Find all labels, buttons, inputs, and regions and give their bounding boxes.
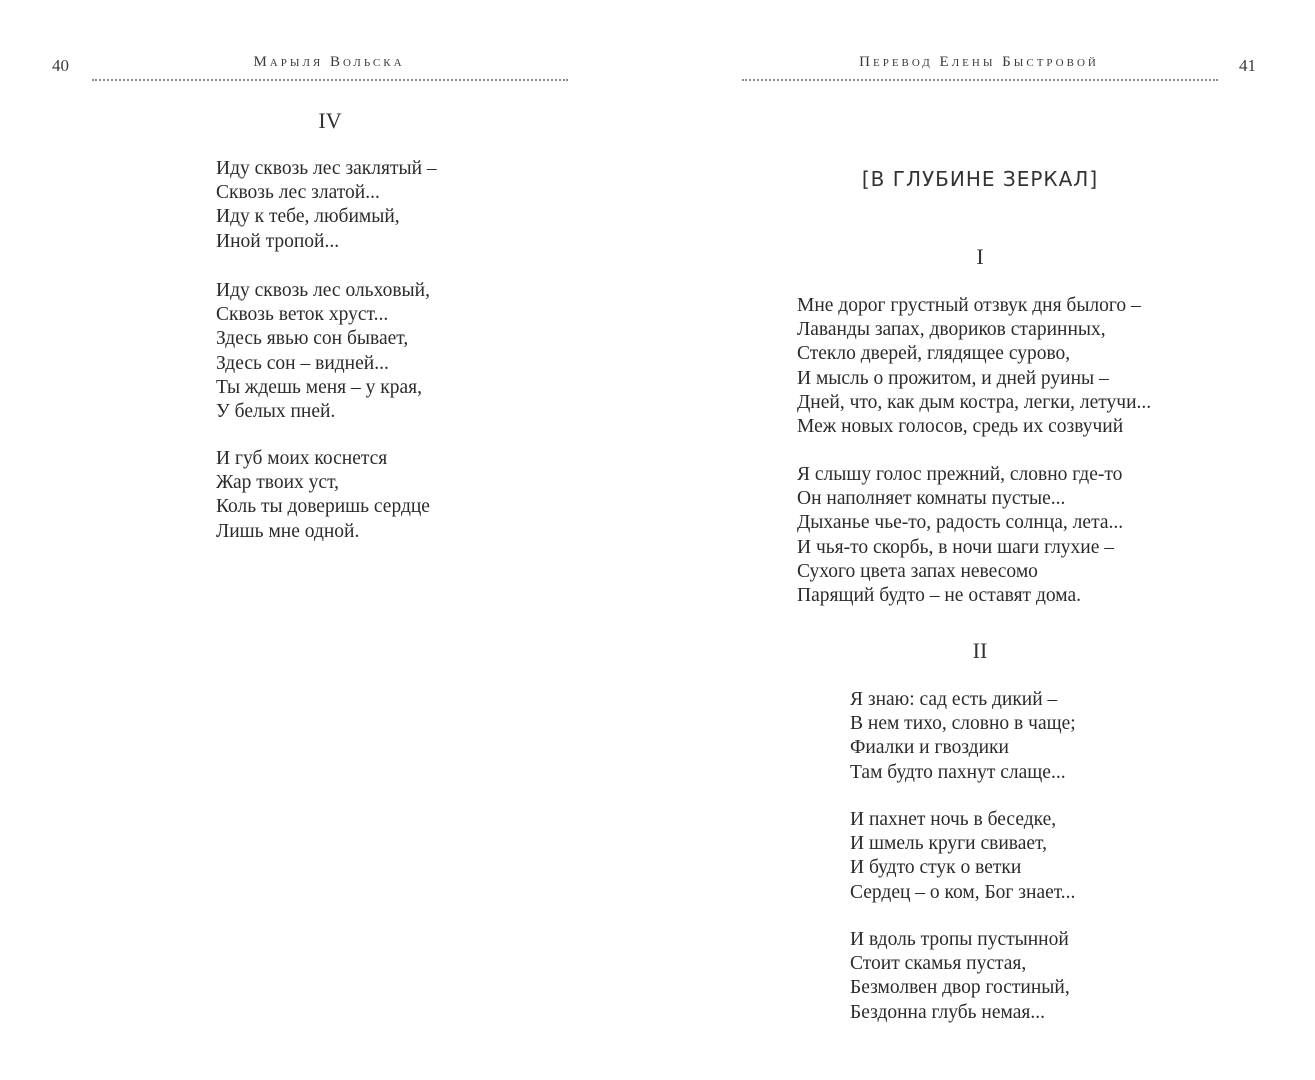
verse-line: Бездонна глубь немая... <box>850 1001 1045 1023</box>
verse-line: У белых пней. <box>216 401 336 423</box>
verse-line: И шмель круги свивает, <box>850 833 1047 855</box>
verse-line: Иду к тебе, любимый, <box>216 206 400 228</box>
verse-line: Лишь мне одной. <box>216 520 360 542</box>
stanza <box>850 928 1070 1025</box>
verse-line: Там будто пахнут слаще... <box>850 761 1066 783</box>
part-numeral: I <box>976 244 984 269</box>
verse-line: Стекло дверей, глядящее сурово, <box>797 343 1071 365</box>
stanza <box>850 688 1076 785</box>
verse-line: В нем тихо, словно в чаще; <box>850 713 1076 735</box>
stanza <box>216 157 437 254</box>
header-divider <box>92 79 568 81</box>
stanza <box>850 808 1075 905</box>
verse-line: Ты ждешь меня – у края, <box>216 376 422 398</box>
verse-line: Я слышу голос прежний, словно где-то <box>797 464 1123 485</box>
stanza <box>216 447 430 544</box>
verse-line: Безмолвен двор гостиный, <box>850 977 1070 999</box>
verse-line: И губ моих коснется <box>216 448 388 469</box>
verse-line: Он наполняет комнаты пустые... <box>797 488 1066 510</box>
verse-line: Стоит скамья пустая, <box>850 953 1027 975</box>
verse-line: Дней, что, как дым костра, легки, летучи... <box>797 391 1152 413</box>
page-number: 40 <box>52 56 69 75</box>
section-numeral: IV <box>318 108 342 133</box>
verse-line: И вдоль тропы пустынной <box>850 929 1069 950</box>
stanza <box>797 463 1123 608</box>
verse-line: Коль ты доверишь сердце <box>216 496 430 518</box>
poem-title: [В ГЛУБИНЕ ЗЕРКАЛ] <box>861 167 1099 191</box>
verse-line: Жар твоих уст, <box>216 472 340 494</box>
verse-line: Сердец – о ком, Бог знает... <box>850 881 1076 903</box>
verse-line: Сухого цвета запах невесомо <box>797 560 1038 582</box>
verse-line: И будто стук о ветки <box>850 857 1022 879</box>
verse-line: Парящий будто – не оставят дома. <box>797 585 1081 607</box>
verse-line: И мысль о прожитом, и дней руины – <box>797 367 1109 389</box>
verse-line: Меж новых голосов, средь их созвучий <box>797 416 1124 438</box>
verse-line: Сквозь веток хруст... <box>216 304 389 326</box>
verse-line: Здесь явью сон бывает, <box>216 328 409 350</box>
verse-line: Фиалки и гвоздики <box>850 737 1009 759</box>
header-divider <box>742 79 1218 81</box>
running-head-author: Марыля Вольска <box>253 54 405 70</box>
right-page <box>657 0 1315 1080</box>
verse-line: Лаванды запах, двориков старинных, <box>797 319 1106 341</box>
page-number: 41 <box>1239 56 1256 75</box>
verse-line: Иду сквозь лес заклятый – <box>216 158 437 179</box>
verse-line: Иду сквозь лес ольховый, <box>216 280 430 301</box>
verse-line: Я знаю: сад есть дикий – <box>850 689 1058 710</box>
verse-line: И пахнет ночь в беседке, <box>850 809 1057 830</box>
part-numeral: II <box>972 638 988 663</box>
stanza <box>216 279 430 424</box>
verse-line: Сквозь лес златой... <box>216 182 380 204</box>
running-head-translator: Перевод Елены Быстровой <box>859 54 1099 70</box>
verse-line: Иной тропой... <box>216 230 340 252</box>
verse-line: Дыханье чье-то, радость солнца, лета... <box>797 512 1124 534</box>
verse-line: Мне дорог грустный отзвук дня былого – <box>797 295 1141 316</box>
verse-line: И чья-то скорбь, в ночи шаги глухие – <box>797 536 1115 558</box>
stanza <box>797 294 1151 439</box>
left-page <box>0 0 657 1080</box>
verse-line: Здесь сон – видней... <box>216 352 389 374</box>
